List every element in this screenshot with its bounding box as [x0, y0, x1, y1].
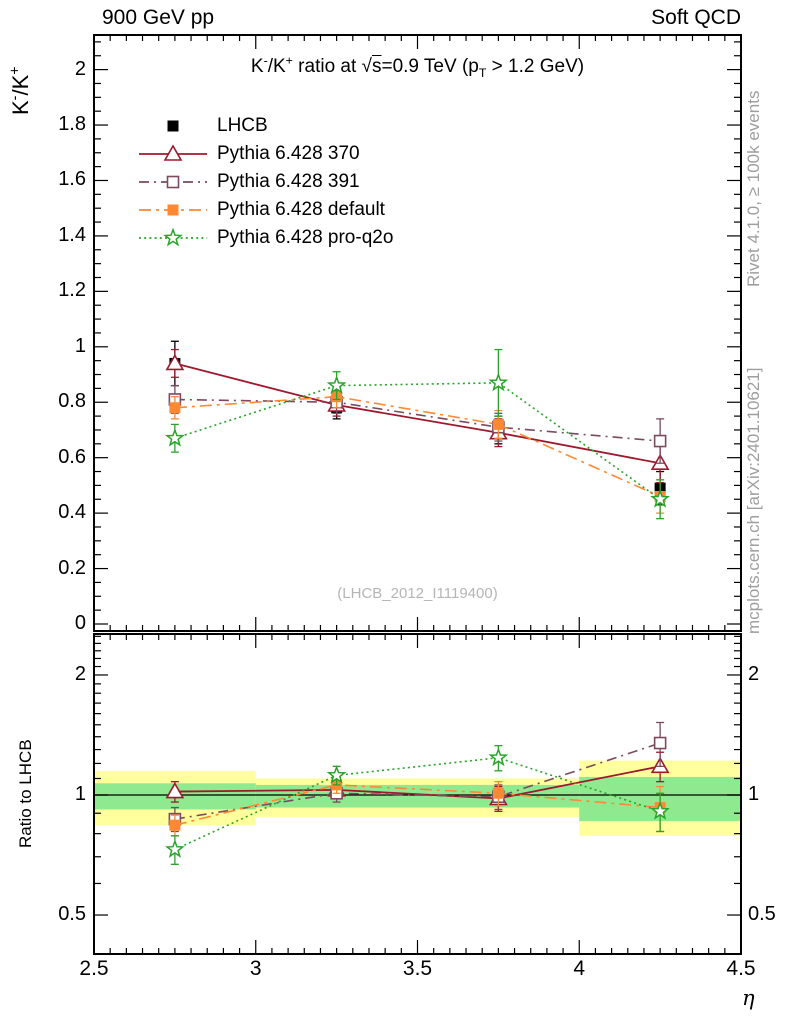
tick-label: 3	[249, 957, 262, 980]
legend-label: Pythia 6.428 391	[217, 171, 360, 192]
plot-title: K-/K+ ratio at √s=0.9 TeV ($p_T > 1.2$ GeV)	[250, 53, 585, 80]
main-y-axis-label: K-/K+	[7, 66, 33, 115]
x-axis-label-eta: η	[742, 986, 755, 1010]
ratio-y-axis-label: Ratio to LHCB	[16, 739, 35, 848]
tick-label: 0.4	[58, 501, 86, 524]
tick-label: 0.6	[58, 445, 86, 468]
tick-label: 0.5	[748, 903, 776, 926]
tick-label: 1	[748, 783, 760, 805]
legend-item	[138, 112, 393, 140]
legend-marker-square-open	[138, 171, 208, 193]
tick-label: 3.5	[402, 957, 433, 980]
ratio-uncertainty-bands	[94, 761, 741, 836]
tick-label: 1.4	[58, 223, 86, 246]
tick-label: 2	[748, 662, 760, 685]
legend-label: Pythia 6.428 default	[217, 199, 385, 220]
legend-label: Pythia 6.428 370	[217, 143, 360, 164]
legend-item	[138, 168, 393, 196]
tick-label: 0	[74, 612, 86, 634]
rivet-version-caption: Rivet 4.1.0, ≥ 100k events	[744, 90, 763, 287]
tick-label: 0.2	[58, 556, 86, 579]
legend	[138, 112, 393, 252]
legend-marker-triangle-open	[138, 143, 208, 165]
legend-marker-square-filled	[138, 115, 208, 137]
legend-label: Pythia 6.428 pro-q2o	[217, 227, 394, 248]
legend-item	[138, 140, 393, 168]
tick-label: 4.5	[726, 957, 756, 980]
mcplots-arxiv-caption: mcplots.cern.ch [arXiv:2401.10621]	[744, 367, 763, 634]
tick-label: 2	[74, 662, 86, 685]
tick-label: 2.5	[79, 957, 109, 980]
analysis-id-watermark: (LHCB_2012_I1119400)	[337, 585, 498, 602]
tick-label: 0.5	[58, 903, 86, 926]
legend-marker-star-open	[138, 227, 208, 249]
tick-label: 0.8	[58, 390, 86, 413]
legend-label: LHCB	[217, 115, 268, 136]
main-series	[167, 341, 668, 518]
legend-item	[138, 196, 393, 224]
tick-label: 1.2	[58, 279, 86, 302]
tick-label: 1.8	[58, 113, 86, 136]
tick-label: 1.6	[58, 168, 86, 191]
tick-label: 2	[74, 57, 86, 80]
tick-label: 1	[74, 334, 86, 357]
legend-marker-square-filled	[138, 199, 208, 221]
process-group-label: Soft QCD	[651, 6, 741, 29]
beam-energy-label: 900 GeV pp	[102, 6, 215, 29]
tick-label: 1	[74, 783, 86, 805]
tick-label: 4	[573, 957, 586, 980]
legend-item	[138, 224, 393, 252]
